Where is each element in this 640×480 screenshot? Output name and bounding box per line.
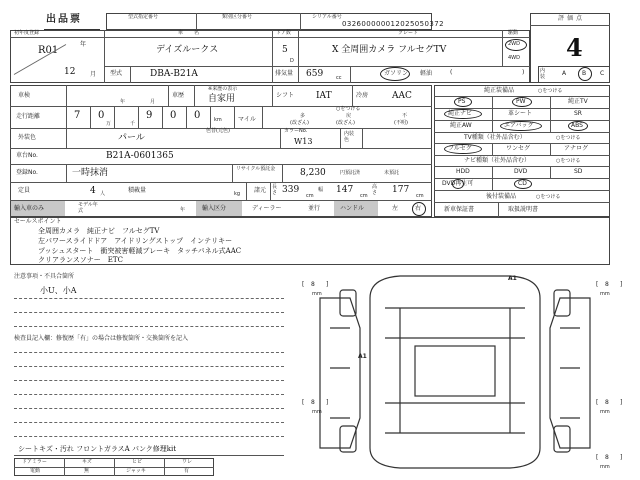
mile-label: マイル <box>238 116 256 123</box>
registration-label: 登録No. <box>16 169 38 176</box>
car-body-diagram <box>290 268 620 478</box>
tv-type-title: TV種類（社外品含む） <box>464 134 526 141</box>
mileage-digit-5: 0 <box>194 110 201 121</box>
tread-front-left: 8 <box>311 281 315 288</box>
mileage-digit-3: 9 <box>146 110 153 121</box>
footer-value-crack: ジャッキ <box>126 468 146 474</box>
ac-label: 冷房 <box>356 92 369 99</box>
chassis-value: B21A-0601365 <box>106 151 174 161</box>
exterior-color-label: 外装色 <box>18 134 37 141</box>
score-label: 評価点 <box>558 15 586 22</box>
serial-value: 032600000012025050372 <box>342 20 444 28</box>
tread-rear-right: 8 <box>605 399 609 406</box>
drive-label: 駆動 <box>508 30 519 36</box>
footer-header-mirror: ドアミラー <box>22 459 47 465</box>
sales-point-line-4: クリアランスソナー ETC <box>38 256 123 264</box>
class-no-label: 類別区分番号 <box>222 14 253 20</box>
handle-label: ハンドル <box>340 205 365 212</box>
notes-label: 注意事項・不具合箇所 <box>14 273 75 280</box>
tread-front-right: 8 <box>605 281 609 288</box>
mileage-label: 走行距離 <box>16 113 41 120</box>
footer-header-break: ワレ <box>182 459 193 465</box>
equipment-title: 純正装備品 <box>484 87 515 94</box>
navi-cd: CD <box>518 180 527 187</box>
interior-grade-label: 内装 <box>540 68 546 80</box>
new-car-warranty: 新車保証書 <box>444 206 475 213</box>
model-label: 型式 <box>110 70 123 77</box>
length-value: 339 <box>282 185 300 195</box>
car-name-label: 車 名 <box>178 30 203 36</box>
sheet-title: 出品票 <box>46 14 82 25</box>
chassis-label: 車台No. <box>16 152 38 159</box>
displacement-value: 659 <box>306 69 324 79</box>
registration-value: 一時抹消 <box>72 168 109 178</box>
damage-mark-top: A1 <box>508 275 517 282</box>
car-name: デイズルークス <box>156 45 219 55</box>
dims-label: 諸元 <box>254 187 267 194</box>
import-label: 輸入車のみ <box>14 205 45 212</box>
navi-dvd: DVD <box>514 168 528 175</box>
notes-text: 小U、小A <box>40 286 77 295</box>
shift-label: シフト <box>276 92 295 99</box>
handle-right: 右 <box>415 205 422 212</box>
mileage-digit-1: 7 <box>74 110 81 121</box>
capacity-value: 4 <box>90 186 96 196</box>
navi-type-title: ナビ種類（社外品含む） <box>464 157 531 164</box>
equip-leather: 革シート <box>508 110 533 117</box>
fuel-gasoline: ガソリン <box>384 70 409 77</box>
first-reg-label: 初年度登録 <box>14 30 40 36</box>
capacity-label: 定員 <box>18 187 31 194</box>
footer-value-scratch: 無 <box>84 468 90 474</box>
usage-label: 車歴 <box>172 92 185 99</box>
model-value: DBA-B21A <box>150 69 198 79</box>
equip-aw: 純正AW <box>450 122 472 129</box>
exterior-color-value: パール <box>118 133 145 143</box>
shift-value: IAT <box>316 91 332 101</box>
mileage-digit-2: 0 <box>98 110 105 121</box>
interior-c: C <box>600 70 605 77</box>
equip-sr: SR <box>574 110 582 117</box>
grade-value: X 全周囲カメラ フルセグTV <box>332 45 447 55</box>
navi-dvd-play: DVD再生可 <box>442 180 474 187</box>
grade-label: グレード <box>398 30 419 36</box>
damage-mark-side: A1 <box>358 353 367 360</box>
navi-hdd: HDD <box>456 168 470 175</box>
aftermarket-title: 後付装備品 <box>486 193 517 200</box>
displacement-label: 排気量 <box>275 70 294 77</box>
cert-no-label: 型式指定番号 <box>128 14 159 20</box>
drive-2wd: 2WD <box>508 41 520 47</box>
footer-header-crack: ヒビ <box>132 459 143 465</box>
sales-point-line-2: 左パワースライドドア アイドリングストップ インテリキー <box>38 237 233 245</box>
fuel-diesel: 軽油 <box>420 70 433 77</box>
tv-fullseg: フルセグ <box>448 145 472 152</box>
score-value: 4 <box>566 33 583 62</box>
interior-b: B <box>582 70 587 77</box>
drive-4wd: 4WD <box>508 55 520 61</box>
basic-data-box <box>10 85 432 217</box>
inspection-label: 車検 <box>18 92 31 99</box>
footer-value-break: 有 <box>184 468 190 474</box>
width-value: 147 <box>336 185 354 195</box>
footer-value-mirror: 電動 <box>30 468 41 474</box>
recycle-value: 8,230 <box>300 168 326 178</box>
equip-abs: ABS <box>571 122 583 129</box>
sales-points-label: セールスポイント <box>14 218 62 225</box>
tv-analog: アナログ <box>564 145 589 152</box>
tread-spare: 8 <box>605 454 609 461</box>
import-type-label: 輸入区分 <box>202 205 227 212</box>
equip-ps: PS <box>458 98 466 105</box>
equip-pw: PW <box>516 98 526 105</box>
footer-header-scratch: キズ <box>82 459 92 465</box>
tv-oneseg: ワンセグ <box>506 145 531 152</box>
seat-notes: シートキズ・汚れ フロントガラスA パンク修理kit <box>18 445 177 453</box>
sales-point-line-3: プッシュスタート 衝突被害軽減ブレーキ タッチパネル式AAC <box>38 247 242 255</box>
load-label: 積載量 <box>128 187 147 194</box>
height-value: 177 <box>392 185 410 195</box>
first-reg-month: 12 <box>64 67 76 77</box>
doors-label: ドア数 <box>276 30 291 36</box>
navi-sd: SD <box>574 168 583 175</box>
equip-navi: 純正ナビ <box>448 110 473 117</box>
usage-value: 自家用 <box>208 94 236 104</box>
serial-label: シリアル番号 <box>312 14 342 20</box>
sales-point-line-1: 全周囲カメラ 純正ナビ フルセグTV <box>38 227 160 235</box>
interior-a: A <box>562 70 567 77</box>
color-no-value: W13 <box>294 137 313 146</box>
tread-rear-left: 8 <box>311 399 315 406</box>
doors-value: 5 <box>282 45 288 55</box>
equip-tv: 純正TV <box>568 98 588 105</box>
ac-value: AAC <box>392 91 412 101</box>
repair-record-label: 検査員記入欄：修復歴「有」の場合は修復箇所・交換箇所を記入 <box>14 335 189 342</box>
mileage-digit-4: 0 <box>170 110 177 121</box>
equip-airbag: エアバッグ <box>504 122 534 129</box>
owners-manual: 取扱説明書 <box>508 206 539 213</box>
first-reg-era: R01 <box>38 45 59 56</box>
